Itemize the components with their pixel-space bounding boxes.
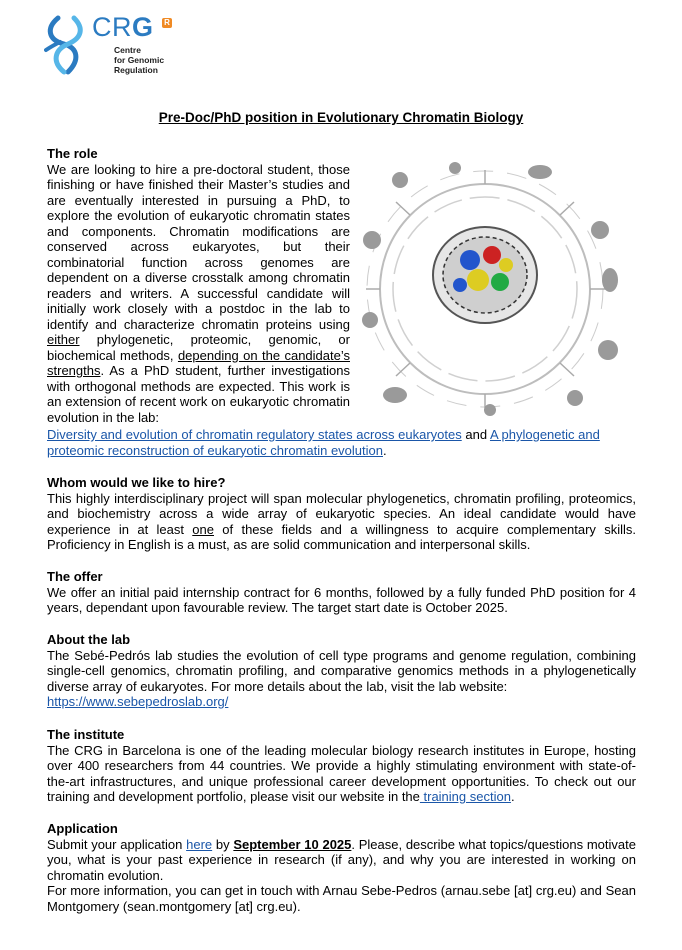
logo-wordmark: CRG (92, 12, 154, 42)
offer-heading: The offer (47, 569, 103, 584)
whom-section: Whom would we like to hire? This highly interdisciplinary project will span molecular phylogenetics, chromatin profiling, proteomics, and biochemistry across a wide array of eukaryotic species. An ideal candidate would have experience in at least one of these fields and a willingness to acquire complementary skills. Proficiency in English is a must, as are solid communication and interpersonal skills. (47, 475, 637, 552)
chromatin-tree-figure (360, 160, 640, 418)
logo-subtitle: Centre for Genomic Regulation (114, 45, 165, 75)
training-section-link[interactable]: training section (419, 789, 511, 804)
diversity-paper-link[interactable]: Diversity and evolution of chromatin regulatory states across eukaryotes (47, 427, 462, 442)
logo-badge: R (162, 18, 172, 28)
role-heading: The role (47, 146, 98, 161)
apply-here-link[interactable]: here (186, 836, 213, 852)
whom-heading: Whom would we like to hire? (47, 475, 226, 490)
role-section: The role We are looking to hire a pre-doctoral student, those finishing or have finished their Master’s studies and are eventually interested in pursuing a PhD, to explore the evolution of eukaryotic chromatin states and components. Chromatin modifications are conserved across eukaryotes, but their combinatorial function across genomes are dependent on a diverse crosstalk among chromatin readers and writers. A successful candidate will initially work closely with a postdoc in the lab to identify and characterize chromatin proteins using either phylogenetic, proteomic, genomic, or biochemical methods, depending on the candidate’s strengths. As a PhD student, further investigations with orthogonal methods are expected. This work is an extension of recent work on eukaryotic chromatin evolution in the lab: (47, 146, 350, 425)
lab-section: About the lab The Sebé-Pedrós lab studies the evolution of cell type programs and genome regulation, combining single-cell genomics, chromatin profiling, and comparative genomics methods in a phylogenetically diverse array of eukaryotes. For more details about the lab, visit the lab website: https://www.sebepedroslab.org/ (47, 632, 636, 709)
crg-helix-icon (44, 14, 92, 76)
lab-website-link[interactable]: https://www.sebepedroslab.org/ (47, 694, 229, 709)
crg-logo (44, 12, 184, 78)
role-references: Diversity and evolution of chromatin regulatory states across eukaryotes and A phylogenetic and proteomic reconstruction of eukaryotic chromatin evolution. (47, 427, 600, 458)
deadline: September 10 2025 (233, 836, 352, 852)
application-heading: Application (47, 821, 118, 836)
page-title: Pre-Doc/PhD position in Evolutionary Chromatin Biology (158, 110, 524, 125)
institute-section: The institute The CRG in Barcelona is one of the leading molecular biology research institutes in Europe, hosting over 400 researchers from 44 countries. We provide a highly stimulating environment with state-of-the-art infrastructures, and unique professional career development opportunities. To check out our training and development portfolio, please visit our website in the training section. (47, 727, 636, 804)
application-section: Application Submit your application here by September 10 2025. Please, describe what topics/questions motivate you, what is your past experience in research (if any), and why you are interested in working on chromatin evolution. For more information, you can get in touch with Arnau Sebe-Pedros (arnau.sebe [at] crg.eu) and Sean Montgomery (sean.montgomery [at] crg.eu). (47, 821, 636, 914)
institute-heading: The institute (47, 727, 125, 742)
lab-heading: About the lab (47, 632, 131, 647)
phylogenetic-paper-link[interactable]: A phylogenetic and proteomic reconstruction of eukaryotic chromatin evolution (47, 427, 600, 458)
contact-info: For more information, you can get in touch with Arnau Sebe-Pedros (arnau.sebe [at] crg.eu) and Sean Montgomery (sean.montgomery [at] crg.eu). (47, 883, 636, 914)
offer-section: The offer We offer an initial paid internship contract for 6 months, followed by a fully funded PhD position for 4 years, dependant upon favourable review. The target start date is October 2025. (47, 569, 636, 615)
